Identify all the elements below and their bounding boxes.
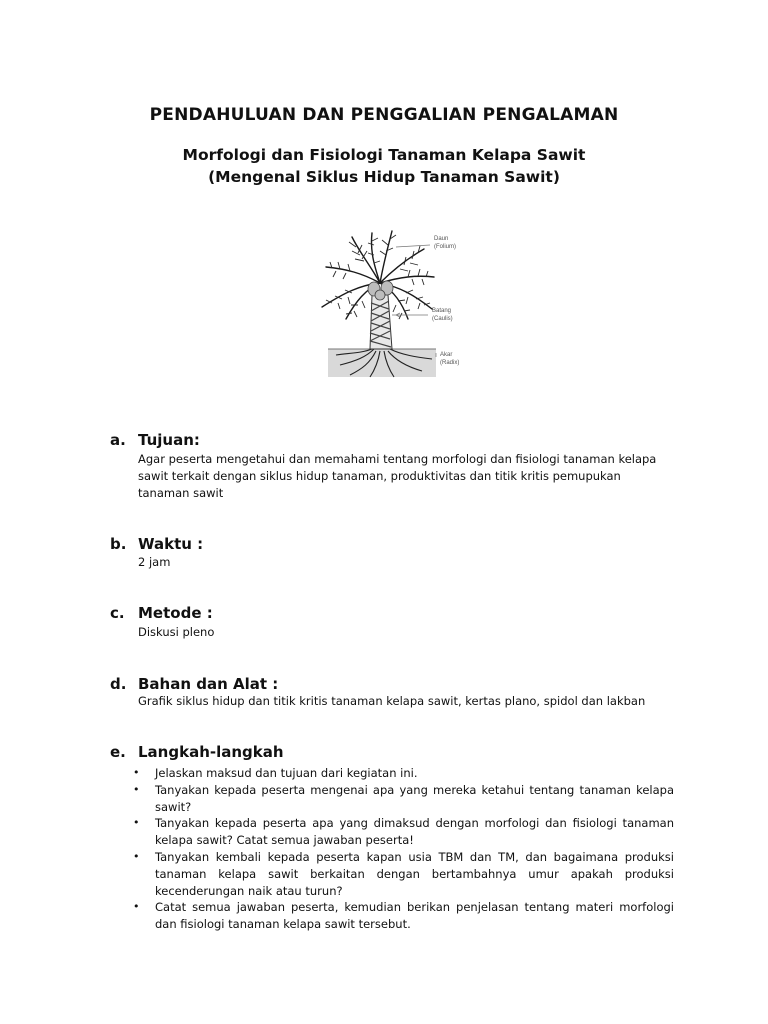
step-text: Tanyakan kembali kepada peserta kapan usia TBM dan TM, dan bagaimana produksi tanaman kelapa sawit berkaitan dengan bertambahnya umur apakah produksi kecenderungan naik atau turun? bbox=[155, 849, 674, 898]
bullet-icon: • bbox=[133, 782, 140, 796]
bullet-icon: • bbox=[133, 816, 140, 830]
bullet-icon: • bbox=[133, 849, 140, 863]
list-item bbox=[130, 765, 674, 782]
label-daun-line-1: Daun bbox=[434, 236, 449, 242]
step-text: Tanyakan kepada peserta apa yang dimaksud dengan morfologi dan fisiologi tanaman kelapa sawit? Catat semua jawaban peserta! bbox=[155, 816, 674, 848]
label-batang-line-1: Batang bbox=[432, 308, 452, 314]
step-text: Catat semua jawaban peserta, kemudian berikan penjelasan tentang materi morfologi dan fisiologi tanaman kelapa sawit tersebut. bbox=[155, 900, 674, 932]
subtitle-line-1: Morfologi dan Fisiologi Tanaman Kelapa Sawit bbox=[182, 146, 586, 164]
section-body-metode: Diskusi pleno bbox=[138, 625, 215, 639]
section-heading-tujuan: Tujuan: bbox=[138, 431, 200, 449]
label-akar-line-1: Akar bbox=[440, 352, 453, 358]
section-body-waktu: 2 jam bbox=[138, 555, 171, 569]
label-batang bbox=[432, 307, 453, 323]
section-letter: b. bbox=[110, 535, 127, 553]
label-akar-line-2: (Radix) bbox=[440, 360, 460, 366]
label-akar bbox=[440, 351, 459, 367]
section-heading-metode: Metode : bbox=[138, 604, 213, 622]
palm-tree-figure bbox=[300, 225, 475, 385]
step-text: Tanyakan kepada peserta mengenai apa yang mereka ketahui tentang tanaman kelapa sawit? bbox=[155, 782, 674, 814]
section-letter: a. bbox=[110, 431, 126, 449]
soil-layer bbox=[328, 349, 436, 377]
section-heading-langkah: Langkah-langkah bbox=[138, 743, 284, 761]
section-heading-waktu: Waktu : bbox=[138, 535, 204, 553]
bullet-icon: • bbox=[133, 766, 140, 779]
trunk-drawing bbox=[370, 295, 392, 349]
bullet-icon: • bbox=[133, 900, 140, 914]
subtitle-line-2: (Mengenal Siklus Hidup Tanaman Sawit) bbox=[208, 168, 560, 186]
section-letter: e. bbox=[110, 743, 126, 761]
list-item bbox=[130, 899, 674, 933]
section-heading-bahan-alat: Bahan dan Alat : bbox=[138, 675, 279, 693]
label-daun bbox=[434, 235, 456, 251]
section-letter: c. bbox=[110, 604, 125, 622]
step-text: Jelaskan maksud dan tujuan dari kegiatan ini. bbox=[155, 766, 418, 780]
page-title: PENDAHULUAN DAN PENGGALIAN PENGALAMAN bbox=[149, 105, 619, 125]
label-batang-line-2: (Caulis) bbox=[432, 316, 453, 322]
section-letter: d. bbox=[110, 675, 127, 693]
list-item bbox=[130, 815, 674, 849]
section-body-tujuan: Agar peserta mengetahui dan memahami tentang morfologi dan fisiologi tanaman kelapa sawit terkait dengan siklus hidup tanaman, produktivitas dan titik kritis pemupukan tanaman sawit bbox=[138, 452, 657, 500]
list-item bbox=[130, 849, 674, 899]
steps-list bbox=[130, 765, 674, 933]
section-body-bahan-alat: Grafik siklus hidup dan titik kritis tanaman kelapa sawit, kertas plano, spidol dan lakban bbox=[138, 694, 646, 708]
label-daun-line-2: (Folium) bbox=[434, 244, 456, 250]
list-item bbox=[130, 782, 674, 816]
